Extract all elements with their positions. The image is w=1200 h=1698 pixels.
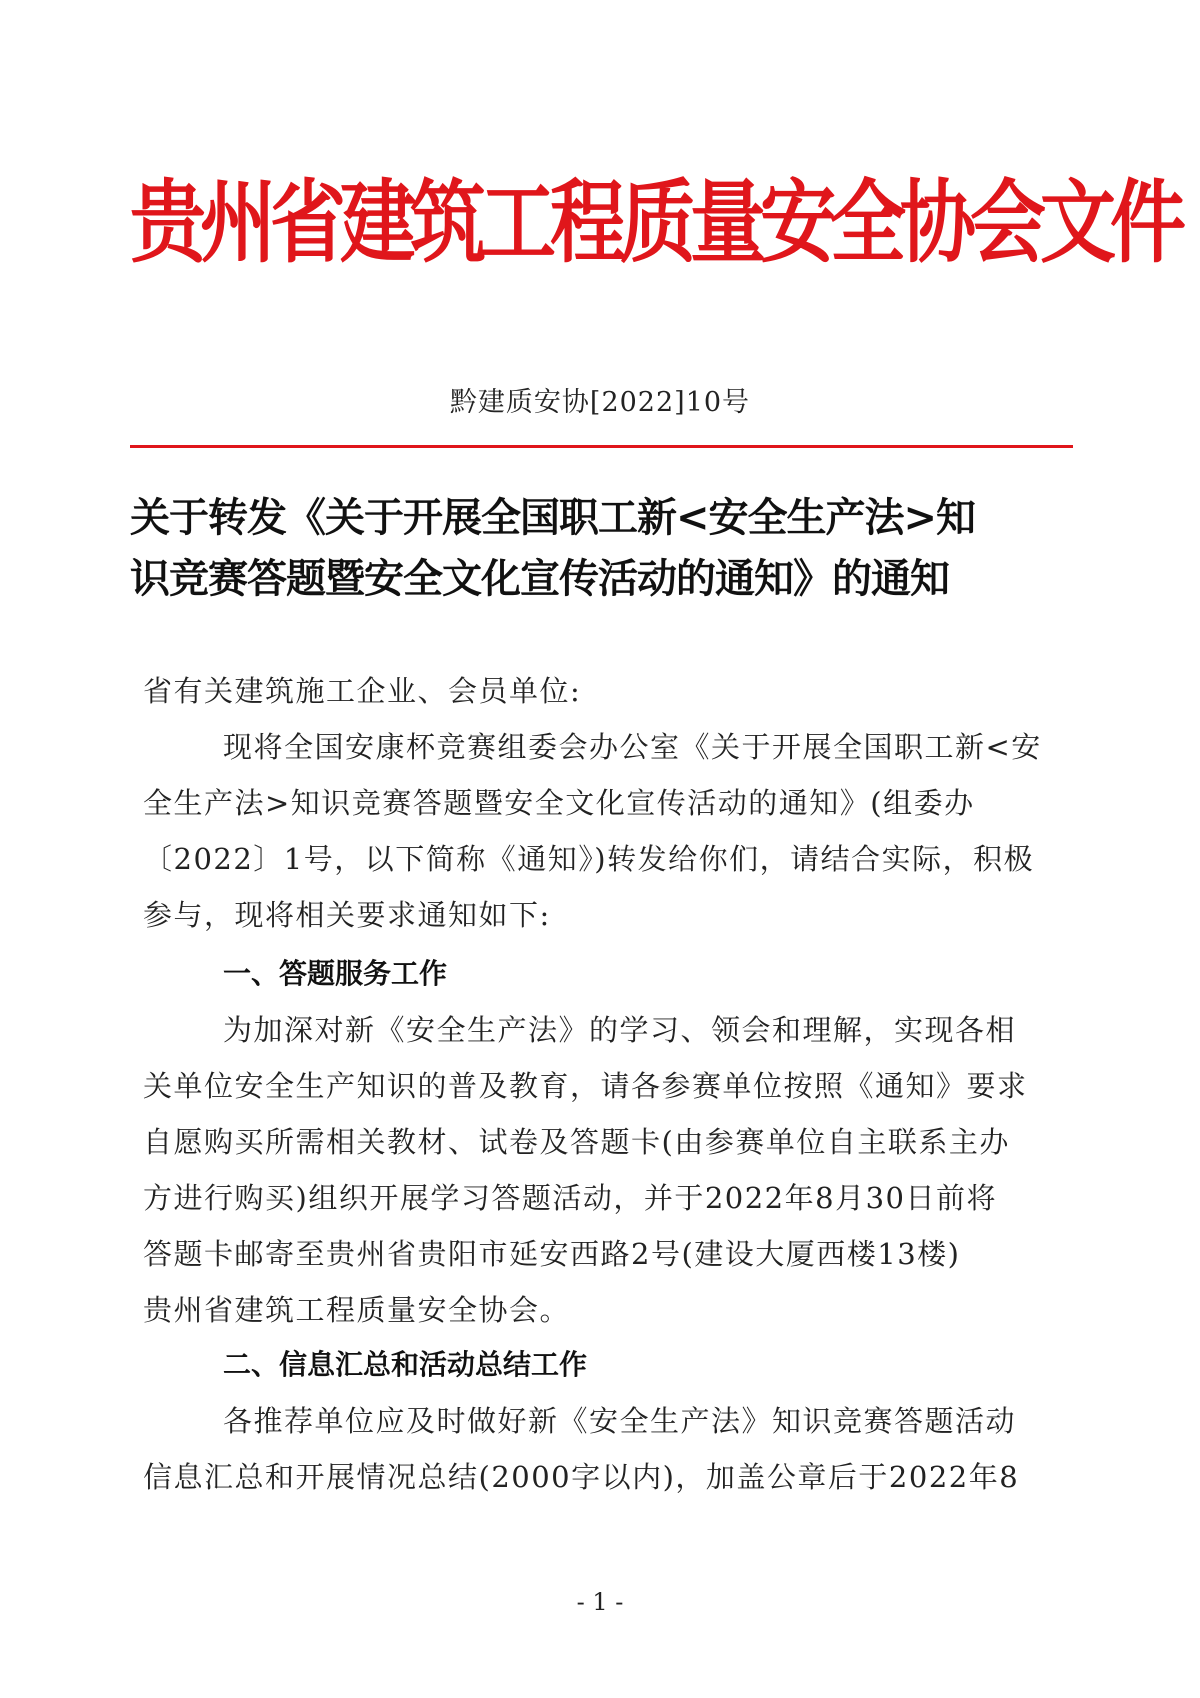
- red-divider-line: [130, 445, 1073, 448]
- paragraph-summary: [143, 1393, 1073, 1505]
- document-number: 黔建质安协[2022]10号: [449, 387, 751, 418]
- title-line: 识竞赛答题暨安全文化宣传活动的通知》的通知: [130, 555, 949, 602]
- title-line: 关于转发《关于开展全国职工新<安全生产法>知: [130, 494, 976, 541]
- paragraph-line: 为加深对新《安全生产法》的学习、领会和理解，实现各相: [223, 1013, 1017, 1047]
- paragraph-line: 现将全国安康杯竞赛组委会办公室《关于开展全国职工新<安: [223, 730, 1042, 764]
- document-title: [130, 487, 1080, 609]
- paragraph-line: 全生产法>知识竞赛答题暨安全文化宣传活动的通知》(组委办: [143, 786, 975, 820]
- paragraph-intro: [143, 719, 1073, 943]
- salutation: 省有关建筑施工企业、会员单位:: [143, 674, 582, 708]
- paragraph-line: 参与，现将相关要求通知如下:: [143, 898, 551, 932]
- section-heading-2: 二、信息汇总和活动总结工作: [223, 1348, 588, 1381]
- paragraph-answer-service: [143, 1002, 1073, 1338]
- page-number: - 1 -: [576, 1588, 624, 1616]
- paragraph-line: 答题卡邮寄至贵州省贵阳市延安西路2号(建设大厦西楼13楼): [143, 1237, 961, 1271]
- paragraph-line: 〔2022〕1号，以下简称《通知》)转发给你们，请结合实际，积极: [143, 842, 1035, 876]
- paragraph-line: 关单位安全生产知识的普及教育，请各参赛单位按照《通知》要求: [143, 1069, 1028, 1103]
- document-masthead: 贵州省建筑工程质量安全协会文件: [130, 169, 1180, 275]
- paragraph-line: 贵州省建筑工程质量安全协会。: [143, 1293, 571, 1327]
- paragraph-line: 方进行购买)组织开展学习答题活动，并于2022年8月30日前将: [143, 1181, 997, 1215]
- section-heading-1: 一、答题服务工作: [223, 957, 448, 990]
- paragraph-line: 信息汇总和开展情况总结(2000字以内)，加盖公章后于2022年8: [143, 1460, 1020, 1494]
- paragraph-line: 各推荐单位应及时做好新《安全生产法》知识竞赛答题活动: [223, 1404, 1017, 1438]
- paragraph-line: 自愿购买所需相关教材、试卷及答题卡(由参赛单位自主联系主办: [143, 1125, 1010, 1159]
